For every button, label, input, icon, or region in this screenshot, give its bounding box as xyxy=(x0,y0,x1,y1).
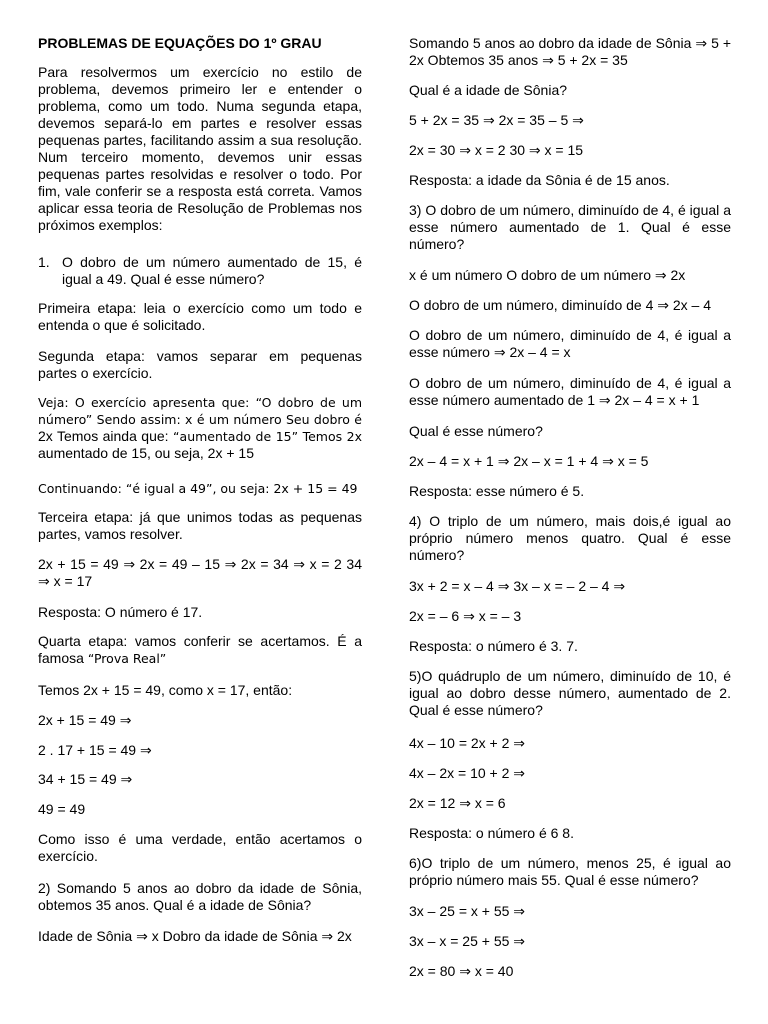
step-3: Terceira etapa: já que unimos todas as pequenas partes, vamos resolver. xyxy=(38,509,362,542)
right-line-24: 3x – 25 = x + 55 ⇒ xyxy=(409,903,526,919)
veja-paragraph xyxy=(38,394,362,462)
right-line-8: O dobro de um número, diminuído de 4 ⇒ 2x – 4 xyxy=(409,297,712,313)
right-line-12: 2x – 4 = x + 1 ⇒ 2x – x = 1 + 4 ⇒ x = 5 xyxy=(409,453,649,469)
right-line-2: Qual é a idade de Sônia? xyxy=(409,82,568,98)
right-line-17: Resposta: o número é 3. 7. xyxy=(409,638,578,654)
veja-part-c: “aumentado de 15” Temos 2x xyxy=(168,429,362,444)
proof-line-1: 2x + 15 = 49 ⇒ xyxy=(38,712,132,728)
step-4-text: Quarta etapa: vamos conferir se acertamos. É a famosa xyxy=(38,633,362,666)
right-line-26: 2x = 80 ⇒ x = 40 xyxy=(409,963,514,979)
right-line-11: Qual é esse número? xyxy=(409,423,543,439)
temos-line: Temos 2x + 15 = 49, como x = 17, então: xyxy=(38,682,293,698)
right-line-5: Resposta: a idade da Sônia é de 15 anos. xyxy=(409,172,670,188)
answer-1: Resposta: O número é 17. xyxy=(38,604,203,620)
proof-line-3: 34 + 15 = 49 ⇒ xyxy=(38,771,133,787)
prova-real-label: “Prova Real” xyxy=(83,651,167,666)
step-2: Segunda etapa: vamos separar em pequenas partes o exercício. xyxy=(38,348,362,381)
idade-line: Idade de Sônia ⇒ x Dobro da idade de Sônia ⇒ 2x xyxy=(38,928,352,944)
problem-6: 6)O triplo de um número, menos 25, é igual ao próprio número mais 55. Qual é esse número? xyxy=(409,855,731,888)
right-line-16: 2x = – 6 ⇒ x = – 3 xyxy=(409,608,522,624)
right-line-25: 3x – x = 25 + 55 ⇒ xyxy=(409,933,526,949)
right-line-1: Somando 5 anos ao dobro da idade de Sônia ⇒ 5 + 2x Obtemos 35 anos ⇒ 5 + 2x = 35 xyxy=(409,35,731,68)
right-line-9: O dobro de um número, diminuído de 4, é igual a esse número ⇒ 2x – 4 = x xyxy=(409,327,731,360)
proof-line-4: 49 = 49 xyxy=(38,801,86,817)
right-line-13: Resposta: esse número é 5. xyxy=(409,483,585,499)
problem-4: 4) O triplo de um número, mais dois,é igual ao próprio número menos quatro. Qual é esse número? xyxy=(409,513,731,563)
proof-line-2: 2 . 17 + 15 = 49 ⇒ xyxy=(38,742,152,758)
problem-5: 5)O quádruplo de um número, diminuído de 10, é igual ao dobro desse número, aumentado de 2. Qual é esse número? xyxy=(409,668,731,718)
right-line-10: O dobro de um número, diminuído de 4, é igual a esse número aumentado de 1 ⇒ 2x – 4 = x + 1 xyxy=(409,375,731,408)
problem-1-text: O dobro de um número aumentado de 15, é igual a 49. Qual é esse número? xyxy=(62,254,362,287)
right-line-20: 4x – 2x = 10 + 2 ⇒ xyxy=(409,765,526,781)
right-line-15: 3x + 2 = x – 4 ⇒ 3x – x = – 2 – 4 ⇒ xyxy=(409,578,626,594)
intro-paragraph: Para resolvermos um exercício no estilo de problema, devemos primeiro ler e entender o problema, como um todo. Numa segunda etapa, devemos separá-lo em partes e resolver essas pequenas partes, facilitando assim a sua resolução. Num terceiro momento, devemos unir essas pequenas partes resolvidas e resolver o todo. Por fim, vale conferir se a resposta está correta. Vamos aplicar essa teoria de Resolução de Problemas nos próximos exemplos: xyxy=(38,64,362,233)
step-1: Primeira etapa: leia o exercício como um todo e entenda o que é solicitado. xyxy=(38,300,362,333)
right-line-19: 4x – 10 = 2x + 2 ⇒ xyxy=(409,735,526,751)
problem-2: 2) Somando 5 anos ao dobro da idade de Sônia, obtemos 35 anos. Qual é a idade de Sônia? xyxy=(38,880,362,913)
conclusion: Como isso é uma verdade, então acertamos o exercício. xyxy=(38,831,362,864)
step-4 xyxy=(38,633,362,667)
right-line-7: x é um número O dobro de um número ⇒ 2x xyxy=(409,267,686,283)
problem-1-number: 1. xyxy=(38,254,50,270)
right-line-3: 5 + 2x = 35 ⇒ 2x = 35 – 5 ⇒ xyxy=(409,112,584,128)
veja-part-a: Veja: O exercício apresenta que: “O dobro de um número” Sendo assim: x é um número Seu dobro é xyxy=(38,395,362,427)
problem-1 xyxy=(38,254,362,288)
veja-part-b: 2x Temos ainda que: xyxy=(38,428,169,444)
document-title: PROBLEMAS DE EQUAÇÕES DO 1º GRAU xyxy=(38,35,322,51)
right-line-4: 2x = 30 ⇒ x = 2 30 ⇒ x = 15 xyxy=(409,142,584,158)
continuando-line: Continuando: “é igual a 49”, ou seja: 2x + 15 = 49 xyxy=(38,481,358,496)
right-line-21: 2x = 12 ⇒ x = 6 xyxy=(409,795,506,811)
calculation-1: 2x + 15 = 49 ⇒ 2x = 49 – 15 ⇒ 2x = 34 ⇒ x = 2 34 ⇒ x = 17 xyxy=(38,556,362,589)
right-line-22: Resposta: o número é 6 8. xyxy=(409,825,574,841)
problem-3: 3) O dobro de um número, diminuído de 4, é igual a esse número aumentado de 1. Qual é esse número? xyxy=(409,202,731,252)
veja-part-d: aumentado de 15, ou seja, 2x + 15 xyxy=(38,445,254,461)
